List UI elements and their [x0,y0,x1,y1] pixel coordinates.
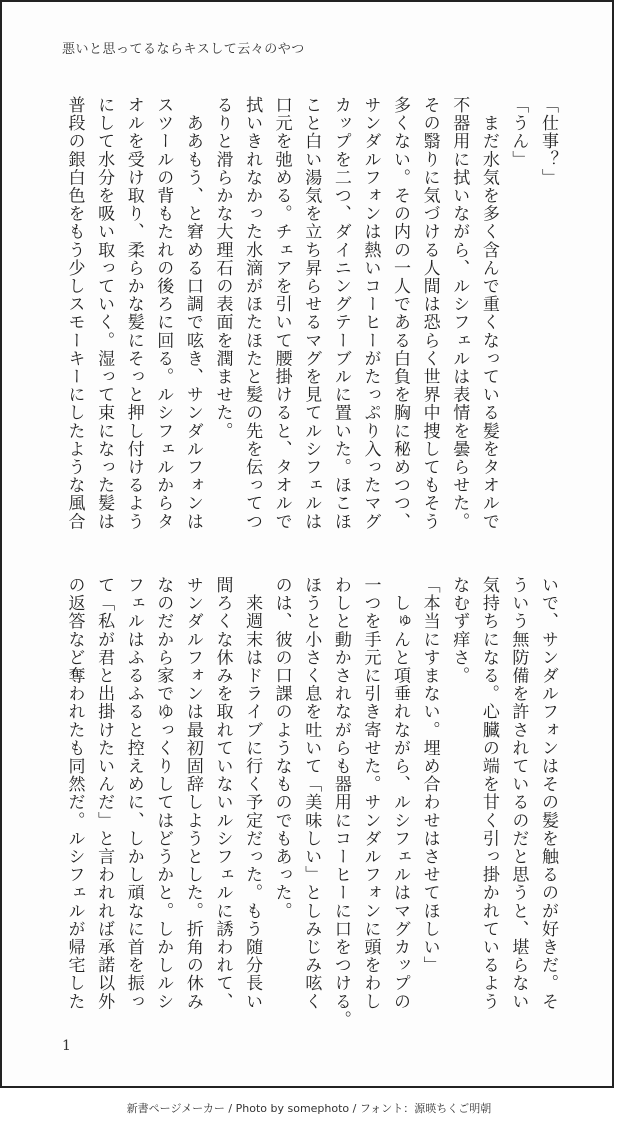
text-column: ほうと小さく息を吐いて「美味しい」としみじみ呟く [301,576,322,1011]
text-column: サンダルフォンは熱いコーヒーがたっぷり入ったマグ [360,96,381,531]
text-block-bottom [42,576,562,1029]
text-block-top [42,96,562,536]
text-column: いで、サンダルフォンはその髪を触るのが好きだ。そ [538,576,558,1011]
text-column: て「私が君と出掛けたいんだ」と言われれば承諾以外 [94,576,115,1011]
text-column: 不器用に拭いながら、ルシフェルは表情を曇らせた。 [449,96,470,531]
text-column: 気持ちになる。心臓の端を甘く引っ掛かれているよう [478,576,499,1011]
text-column: 来週末はドライブに行く予定だった。もう随分長い [242,576,263,1011]
page-number: 1 [62,1038,71,1054]
footer-credit: 新書ページメーカー / Photo by somephoto / フォント：源暎ちくご明朝 [126,1102,492,1115]
text-column: 拭いきれなかった水滴がほたほたと髪の先を伝ってつ [242,96,263,531]
text-column: フェルはふるふると控えめに、しかし頑なに首を振っ [123,576,144,1011]
text-column: のは、彼の口課のようなものでもあった。 [271,576,292,920]
text-column: カップを二つ、ダイニングテーブルに置いた。ほこほ [330,96,351,531]
text-column: 一つを手元に引き寄せた。サンダルフォンに頭をわし [360,576,381,1011]
text-column: にして水分を吸い取っていく。湿って束になった髪は [94,96,115,531]
text-column: サンダルフォンは最初固辞しようとした。折角の休み [182,576,203,1011]
text-column: 「仕事？」 [538,96,558,187]
text-column: るりと滑らかな大理石の表面を潤ませた。 [212,96,233,440]
text-column: 普段の銀白色をもう少しスモーキーにしたような風合 [64,96,85,531]
text-column: ああもう、と窘める口調で呟き、サンダルフォンは [182,96,203,531]
text-column: 口元を弛める。チェアを引いて腰掛けると、タオルで [271,96,292,531]
text-column: の返答など奪われたも同然だ。ルシフェルが帰宅した [64,576,85,1011]
text-column: わしと動かされながらも器用にコーヒーに口をつける。 [330,576,351,1029]
text-column: 間ろくな休みを取れていないルシフェルに誘われて、 [212,576,233,1011]
text-column: オルを受け取り、柔らかな髪にそっと押し付けるよう [123,96,144,531]
text-column: なむず痒さ。 [449,576,470,685]
text-column: こと白い湯気を立ち昇らせるマグを見てルシフェルは [301,96,322,531]
text-column: スツールの背もたれの後ろに回る。ルシフェルからタ [153,96,174,531]
page-title: 悪いと思ってるならキスして云々のやつ [62,42,305,57]
text-column: 「本当にすまない。埋め合わせはさせてほしい」 [419,576,440,975]
text-column: しゅんと項垂れながら、ルシフェルはマグカップの [390,576,411,1011]
text-column: なのだから家でゆっくりしてはどうかと。しかしルシ [153,576,174,1011]
text-column: 多くない。その内の一人である白負を胸に秘めつつ、 [390,96,411,531]
text-column: まだ水気を多く含んで重くなっている髪をタオルで [478,96,499,531]
text-column: その翳りに気づける人間は恐らく世界中捜してもそう [419,96,440,531]
text-column: ういう無防備を許されているのだと思うと、堪らない [508,576,529,1011]
text-column: 「うん」 [508,96,529,169]
